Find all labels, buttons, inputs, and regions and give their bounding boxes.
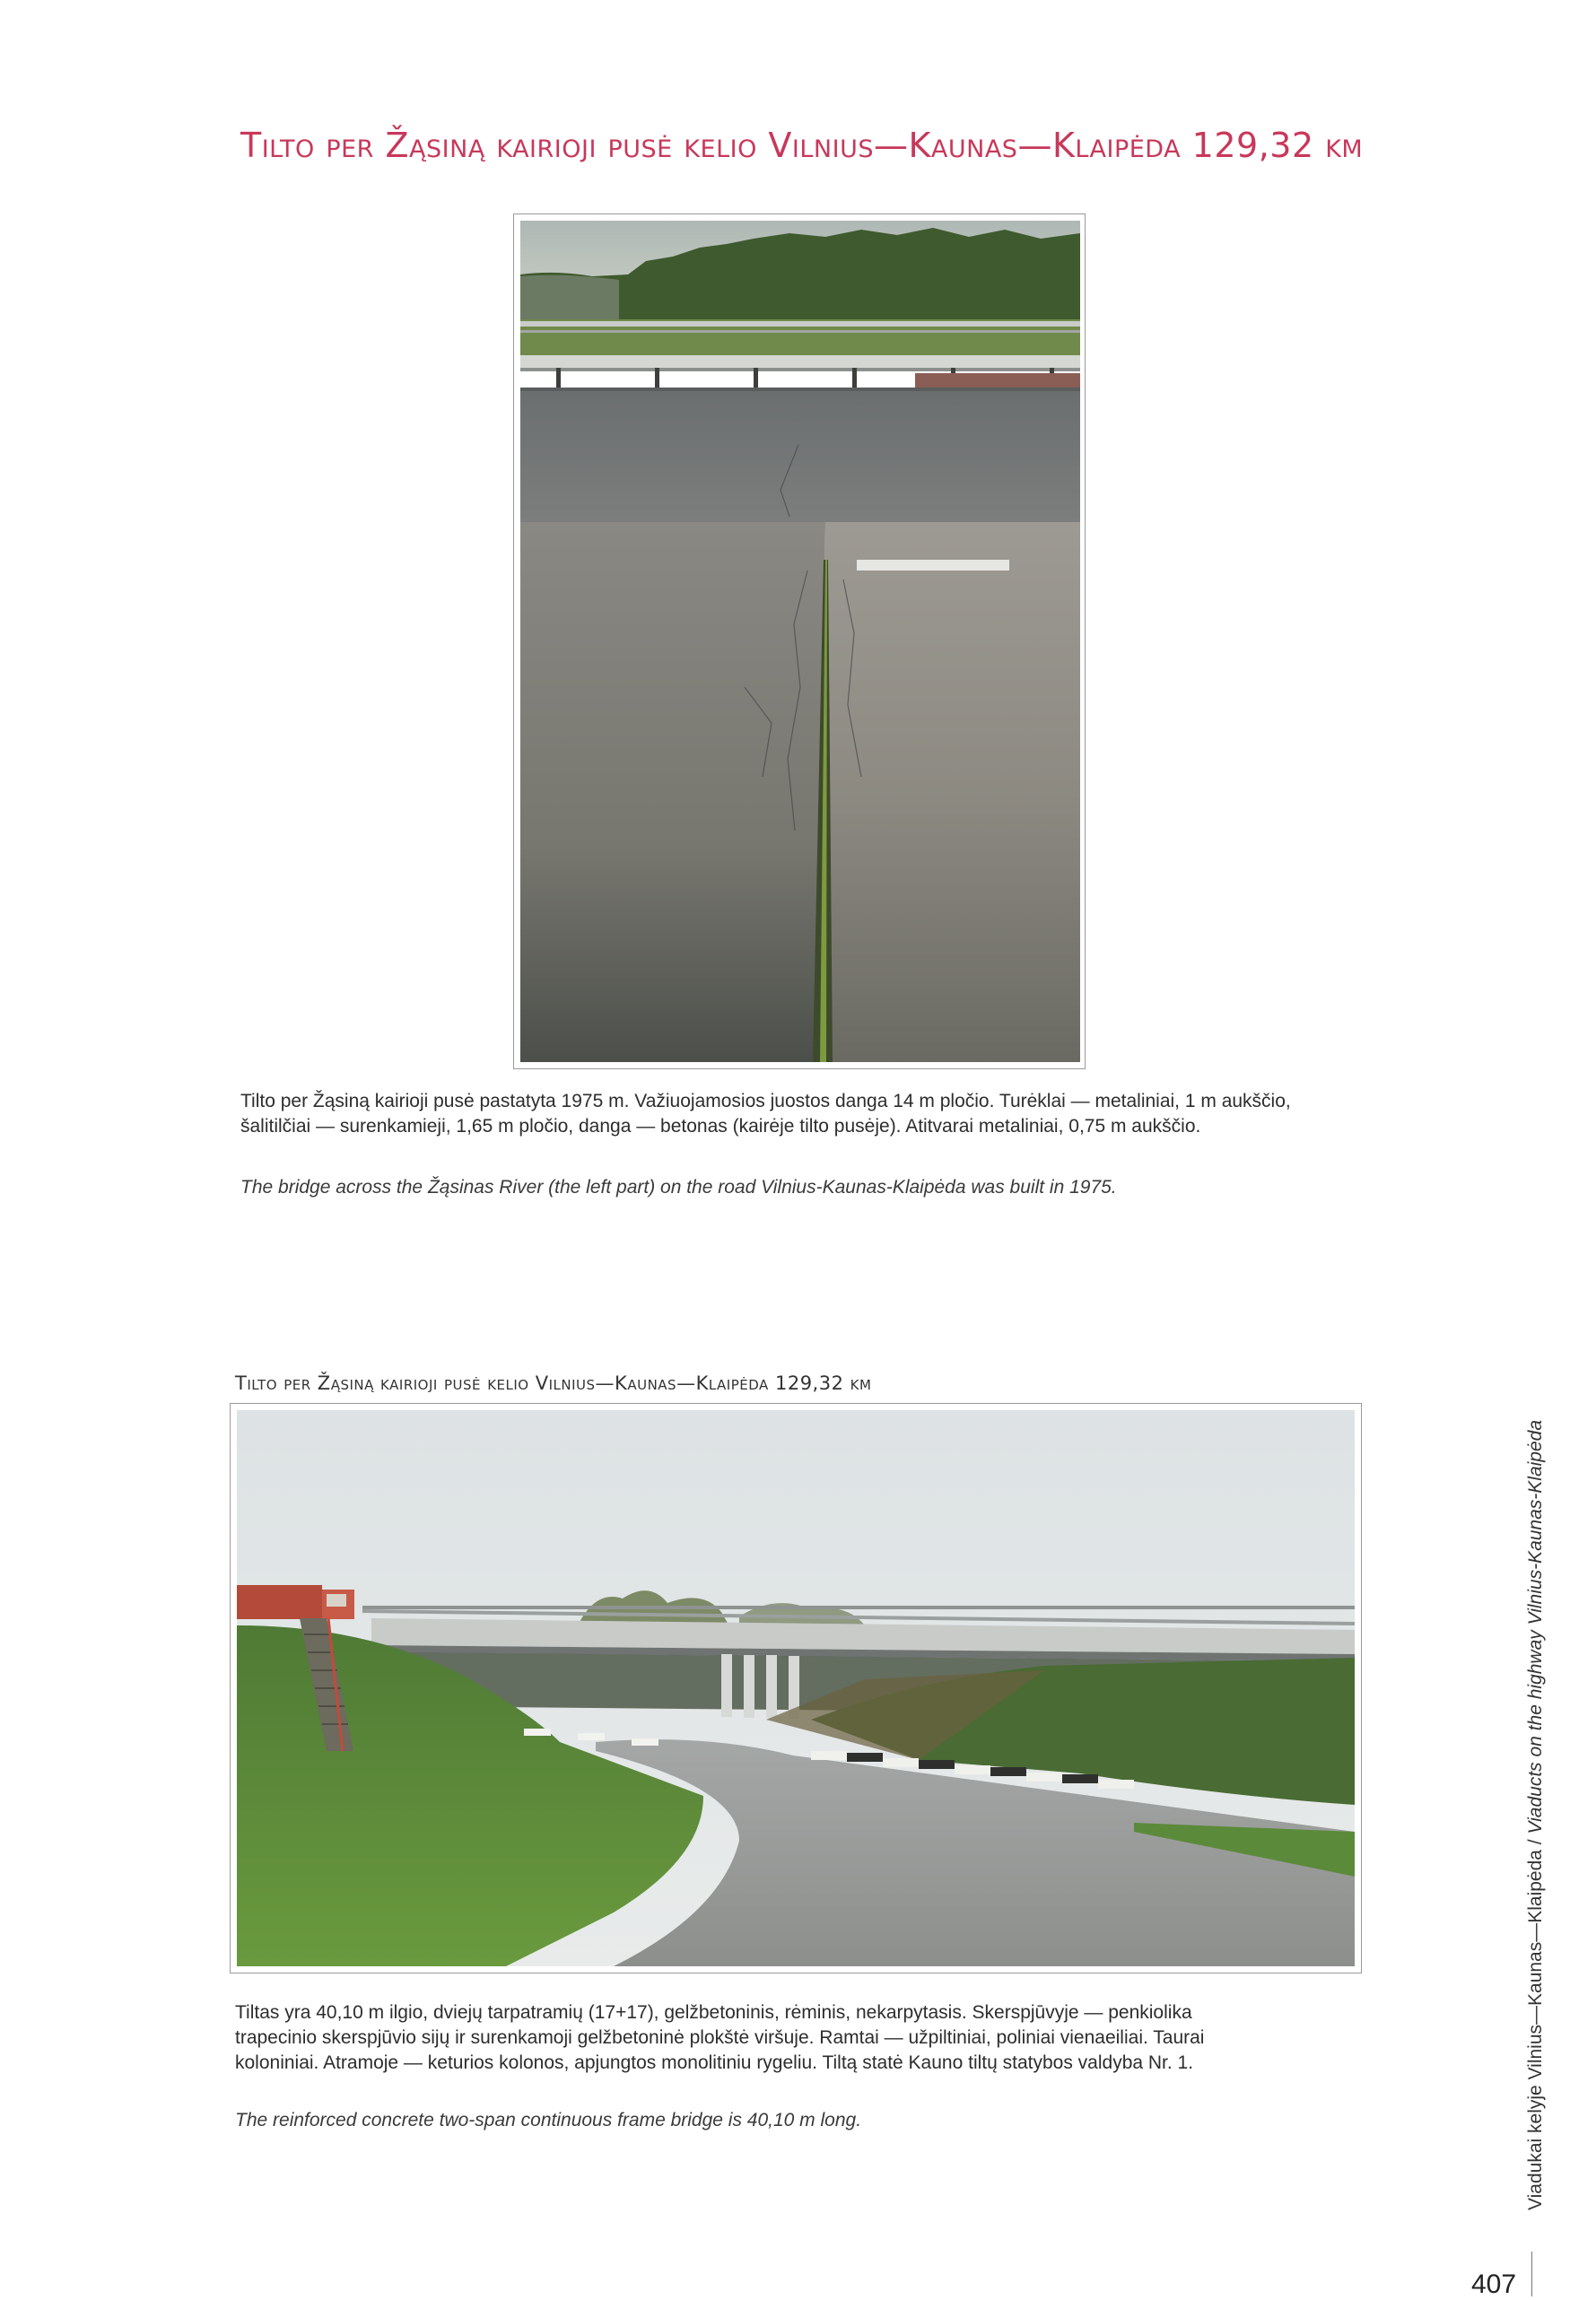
caption-en-bottom: The reinforced concrete two-span continuous frame bridge is 40,10 m long. <box>235 2110 862 2130</box>
section-title: Tilto per Žąsiną kairioji pusė kelio Vilnius—Kaunas—Klaipėda 129,32 km <box>235 1372 872 1394</box>
running-header-en: Viaducts on the highway Vilnius-Kaunas-Klaipėda <box>1525 1419 1546 1834</box>
running-header-lt: Viadukai kelyje Vilnius—Kaunas—Klaipėda / <box>1525 1834 1546 2210</box>
road-surface-photo <box>520 221 1080 1062</box>
caption-line: Tiltas yra 40,10 m ilgio, dviejų tarpatramių (17+17), gelžbetoninis, rėminis, nekarpytasis. Skerspjūvyje — penkiolika <box>235 2002 1192 2023</box>
caption-en-top: The bridge across the Žąsinas River (the left part) on the road Vilnius-Kaunas-Klaipėda was built in 1975. <box>240 1177 1117 1198</box>
caption-line: trapecinio skerspjūvio sijų ir surenkamoji gelžbetoninė plokštė viršuje. Ramtai — užpiltiniai, poliniai vienaeiliai. Taurai <box>235 2027 1205 2048</box>
caption-line: koloniniai. Atramoje — keturios kolonos, apjungtos monolitiniu rygeliu. Tiltą statė Kauno tiltų statybos valdyba Nr. 1. <box>235 2052 1194 2073</box>
running-header-vertical <box>1525 1419 1547 2210</box>
caption-line: šalitilčiai — surenkamieji, 1,65 m pločio, danga — betonas (kairėje tilto pusėje). Atitvarai metaliniai, 0,75 m aukščio. <box>240 1116 1201 1137</box>
caption-lt-bottom <box>235 2000 1401 2076</box>
side-divider <box>1531 2252 1532 2296</box>
caption-line: Tilto per Žąsiną kairioji pusė pastatyta 1975 m. Važiuojamosios juostos danga 14 m pločio. Turėklai — metaliniai, 1 m aukščio, <box>240 1091 1291 1111</box>
page-title: Tilto per Žąsiną kairioji pusė kelio Vilnius—Kaunas—Klaipėda 129,32 km <box>240 126 1364 165</box>
page-number: 407 <box>1471 2270 1517 2299</box>
bridge-photo <box>237 1410 1355 1966</box>
caption-lt-top <box>240 1089 1443 1139</box>
